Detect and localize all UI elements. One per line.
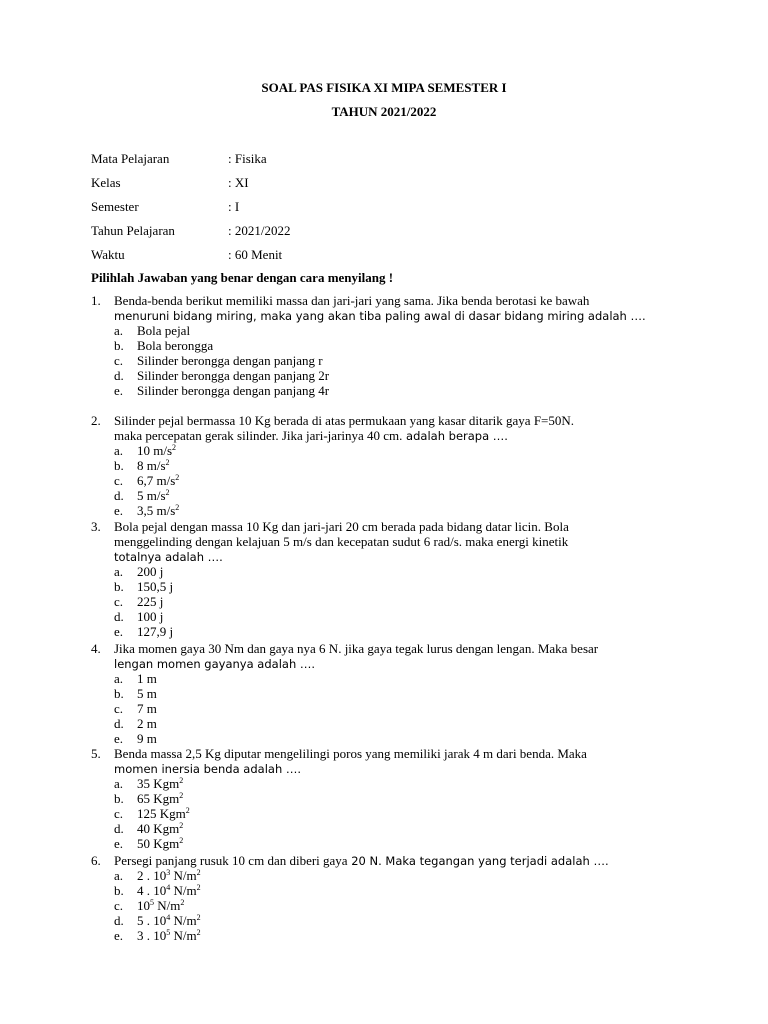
answer-option	[114, 883, 614, 898]
option-text	[137, 686, 157, 701]
option-text	[137, 609, 163, 624]
option-letter: e.	[114, 503, 124, 518]
question-text	[114, 413, 679, 443]
info-label: Kelas	[91, 175, 121, 190]
info-value: : 2021/2022	[228, 223, 291, 238]
question-line	[114, 746, 679, 761]
option-text-part: 1 m	[137, 671, 157, 686]
option-superscript: 2	[179, 791, 184, 800]
option-letter: e.	[114, 624, 124, 639]
instruction-text: Pilihlah Jawaban yang benar dengan cara menyilang !	[91, 270, 394, 285]
answer-option	[114, 806, 614, 821]
option-text-part: 5 m	[137, 686, 157, 701]
option-text-part: 10	[137, 898, 150, 913]
option-text	[137, 564, 163, 579]
option-letter: c.	[114, 353, 124, 368]
option-text-part: 5 m/s	[137, 488, 166, 503]
option-letter: d.	[114, 821, 124, 836]
option-letter: d.	[114, 609, 124, 624]
option-letter: a.	[114, 776, 124, 791]
question-text-sans: 20 N. Maka tegangan yang terjadi adalah ….	[347, 854, 609, 868]
option-text	[137, 338, 213, 353]
question-number: 5.	[91, 746, 101, 761]
option-superscript: 2	[179, 776, 184, 785]
option-text	[137, 898, 184, 913]
document-title: SOAL PAS FISIKA XI MIPA SEMESTER I	[261, 80, 507, 95]
option-text	[137, 624, 173, 639]
question-number: 3.	[91, 519, 101, 534]
option-list	[114, 443, 614, 518]
option-superscript: 2	[196, 868, 201, 877]
option-letter: a.	[114, 323, 124, 338]
option-letter: c.	[114, 473, 124, 488]
option-letter: c.	[114, 594, 124, 609]
question-text-sans: menuruni bidang miring, maka yang akan tiba paling awal di dasar bidang miring adalah ….	[114, 309, 646, 323]
option-superscript: 2	[179, 821, 184, 830]
question-number: 6.	[91, 853, 101, 868]
option-text-part: 150,5 j	[137, 579, 174, 594]
option-text-part: N/m	[154, 898, 181, 913]
option-text	[137, 443, 176, 458]
option-text-part: Silinder berongga dengan panjang 4r	[137, 383, 330, 398]
option-letter: e.	[114, 928, 124, 943]
option-text	[137, 868, 201, 883]
answer-option	[114, 579, 614, 594]
option-text-part: N/m	[170, 913, 197, 928]
question-line	[114, 641, 679, 656]
question-line	[114, 519, 679, 534]
option-text	[137, 806, 190, 821]
option-text-part: 65 Kgm	[137, 791, 180, 806]
answer-option	[114, 609, 614, 624]
info-value: : 60 Menit	[228, 247, 283, 262]
question-text-serif: Silinder pejal bermassa 10 Kg berada di atas permukaan yang kasar ditarik gaya F=50N.	[114, 413, 575, 428]
answer-option	[114, 776, 614, 791]
option-letter: b.	[114, 883, 124, 898]
option-superscript: 2	[165, 458, 170, 467]
option-text	[137, 458, 170, 473]
option-letter: b.	[114, 458, 124, 473]
answer-option	[114, 701, 614, 716]
option-letter: a.	[114, 564, 124, 579]
option-text-part: N/m	[170, 868, 197, 883]
option-text	[137, 503, 179, 518]
option-superscript: 5	[166, 928, 171, 937]
answer-option	[114, 594, 614, 609]
option-text	[137, 821, 183, 836]
info-label: Mata Pelajaran	[91, 151, 170, 166]
option-text-part: 4 . 10	[137, 883, 167, 898]
option-superscript: 2	[172, 443, 177, 452]
option-letter: a.	[114, 443, 124, 458]
option-text	[137, 353, 323, 368]
option-letter: b.	[114, 579, 124, 594]
option-text-part: 35 Kgm	[137, 776, 180, 791]
question-number: 4.	[91, 641, 101, 656]
option-superscript: 2	[196, 883, 201, 892]
info-value: : I	[228, 199, 240, 214]
answer-option	[114, 564, 614, 579]
option-text	[137, 383, 329, 398]
option-text-part: 225 j	[137, 594, 164, 609]
option-text	[137, 473, 179, 488]
option-list	[114, 564, 614, 639]
question-text	[114, 641, 679, 671]
option-text	[137, 368, 329, 383]
option-text-part: 3 . 10	[137, 928, 167, 943]
question-text-sans: totalnya adalah ….	[114, 550, 223, 564]
option-letter: b.	[114, 791, 124, 806]
option-text	[137, 883, 201, 898]
answer-option	[114, 913, 614, 928]
option-text	[137, 701, 157, 716]
exam-info	[91, 151, 691, 271]
answer-option	[114, 671, 614, 686]
info-value: : Fisika	[228, 151, 267, 166]
answer-option	[114, 821, 614, 836]
option-text-part: 7 m	[137, 701, 157, 716]
answer-option	[114, 791, 614, 806]
option-list	[114, 671, 614, 746]
question-text-serif: Persegi panjang rusuk 10 cm dan diberi gaya	[114, 853, 348, 868]
option-letter: b.	[114, 338, 124, 353]
question-text	[114, 293, 679, 323]
option-letter: b.	[114, 686, 124, 701]
option-text-part: 200 j	[137, 564, 164, 579]
question-text-serif: Benda massa 2,5 Kg diputar mengelilingi poros yang memiliki jarak 4 m dari benda. Maka	[114, 746, 587, 761]
option-text-part: 8 m/s	[137, 458, 166, 473]
option-letter: e.	[114, 383, 124, 398]
option-superscript: 2	[175, 473, 180, 482]
answer-option	[114, 368, 614, 383]
option-letter: d.	[114, 488, 124, 503]
option-superscript: 2	[179, 836, 184, 845]
option-superscript: 3	[166, 868, 171, 877]
option-superscript: 2	[196, 913, 201, 922]
option-text-part: 40 Kgm	[137, 821, 180, 836]
option-text-part: 2 m	[137, 716, 157, 731]
option-text-part: Bola berongga	[137, 338, 214, 353]
option-text-part: 100 j	[137, 609, 164, 624]
option-text	[137, 913, 201, 928]
option-letter: c.	[114, 898, 124, 913]
option-list	[114, 776, 614, 851]
option-text	[137, 731, 157, 746]
question-line	[114, 549, 679, 564]
option-text	[137, 579, 173, 594]
option-letter: d.	[114, 913, 124, 928]
option-superscript: 2	[165, 488, 170, 497]
option-text-part: 5 . 10	[137, 913, 167, 928]
option-text-part: 127,9 j	[137, 624, 174, 639]
info-label: Semester	[91, 199, 139, 214]
option-text	[137, 594, 163, 609]
option-text-part: Bola pejal	[137, 323, 191, 338]
option-text	[137, 928, 201, 943]
document-subtitle: TAHUN 2021/2022	[331, 104, 437, 119]
question-text-serif: menggelinding dengan kelajuan 5 m/s dan kecepatan sudut 6 rad/s. maka energi kinetik	[114, 534, 569, 549]
question-number: 1.	[91, 293, 101, 308]
answer-option	[114, 338, 614, 353]
question-text	[114, 853, 679, 868]
answer-option	[114, 353, 614, 368]
answer-option	[114, 928, 614, 943]
question-line	[114, 293, 679, 308]
option-superscript: 2	[175, 503, 180, 512]
question-text-serif: Benda-benda berikut memiliki massa dan jari-jari yang sama. Jika benda berotasi ke bawah	[114, 293, 590, 308]
option-text-part: N/m	[170, 883, 197, 898]
option-superscript: 2	[185, 806, 190, 815]
option-text-part: 2 . 10	[137, 868, 167, 883]
option-text	[137, 791, 183, 806]
option-letter: c.	[114, 806, 124, 821]
answer-option	[114, 716, 614, 731]
option-text	[137, 488, 170, 503]
option-text-part: 6,7 m/s	[137, 473, 176, 488]
question-line	[114, 656, 679, 671]
question-text-sans: momen inersia benda adalah ….	[114, 762, 302, 776]
question-line	[114, 761, 679, 776]
option-letter: a.	[114, 671, 124, 686]
option-list	[114, 868, 614, 943]
question-text-serif: Jika momen gaya 30 Nm dan gaya nya 6 N. jika gaya tegak lurus dengan lengan. Maka besar	[114, 641, 599, 656]
option-text	[137, 836, 183, 851]
option-letter: a.	[114, 868, 124, 883]
question-text-sans: adalah berapa ….	[402, 429, 508, 443]
answer-option	[114, 836, 614, 851]
option-letter: c.	[114, 701, 124, 716]
option-letter: e.	[114, 836, 124, 851]
question-number: 2.	[91, 413, 101, 428]
option-text-part: N/m	[170, 928, 197, 943]
option-text-part: 10 m/s	[137, 443, 173, 458]
info-row	[91, 151, 691, 175]
info-row	[91, 223, 691, 247]
question-text	[114, 746, 679, 776]
answer-option	[114, 383, 614, 398]
option-superscript: 4	[166, 913, 171, 922]
answer-option	[114, 686, 614, 701]
option-superscript: 2	[196, 928, 201, 937]
answer-option	[114, 898, 614, 913]
question-line	[114, 308, 679, 323]
info-label: Waktu	[91, 247, 125, 262]
answer-option	[114, 473, 614, 488]
option-text-part: 9 m	[137, 731, 157, 746]
option-superscript: 5	[150, 898, 154, 907]
answer-option	[114, 488, 614, 503]
option-text-part: Silinder berongga dengan panjang r	[137, 353, 323, 368]
option-letter: e.	[114, 731, 124, 746]
info-row	[91, 175, 691, 199]
question-text-serif: maka percepatan gerak silinder. Jika jari-jarinya 40 cm.	[114, 428, 403, 443]
answer-option	[114, 503, 614, 518]
option-text	[137, 776, 183, 791]
option-text	[137, 716, 157, 731]
option-list	[114, 323, 614, 398]
option-letter: d.	[114, 716, 124, 731]
question-line	[114, 428, 679, 443]
option-text-part: 3,5 m/s	[137, 503, 176, 518]
option-text-part: 50 Kgm	[137, 836, 180, 851]
option-superscript: 4	[166, 883, 171, 892]
question-text-sans: lengan momen gayanya adalah ….	[114, 657, 316, 671]
info-row	[91, 247, 691, 271]
answer-option	[114, 624, 614, 639]
option-text-part: 125 Kgm	[137, 806, 186, 821]
answer-option	[114, 458, 614, 473]
question-text-serif: Bola pejal dengan massa 10 Kg dan jari-jari 20 cm berada pada bidang datar licin. Bola	[114, 519, 569, 534]
option-superscript: 2	[180, 898, 185, 907]
question-line	[114, 853, 679, 868]
option-letter: d.	[114, 368, 124, 383]
answer-option	[114, 868, 614, 883]
question-line	[114, 413, 679, 428]
info-row	[91, 199, 691, 223]
option-text-part: Silinder berongga dengan panjang 2r	[137, 368, 330, 383]
info-label: Tahun Pelajaran	[91, 223, 175, 238]
option-text	[137, 671, 157, 686]
info-value: : XI	[228, 175, 249, 190]
answer-option	[114, 731, 614, 746]
question-line	[114, 534, 679, 549]
option-text	[137, 323, 190, 338]
question-text	[114, 519, 679, 564]
answer-option	[114, 323, 614, 338]
answer-option	[114, 443, 614, 458]
